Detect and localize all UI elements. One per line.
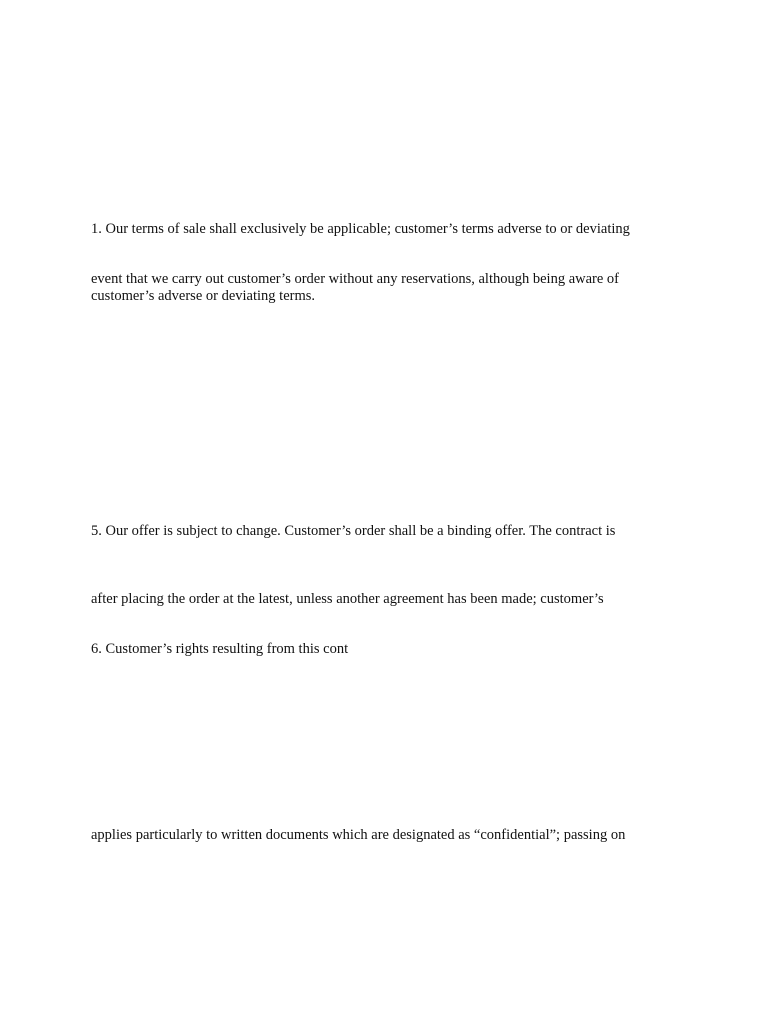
text-line-clause-1-end: customer’s adverse or deviating terms. — [91, 288, 316, 304]
text-line-clause-5-continued: after placing the order at the latest, unless another agreement has been made; customer’s — [91, 591, 604, 607]
text-line-clause-1-continued: event that we carry out customer’s order without any reservations, although being aware of — [91, 271, 620, 287]
text-line-clause-5: 5. Our offer is subject to change. Customer’s order shall be a binding offer. The contract is — [91, 523, 616, 539]
text-line-confidential: applies particularly to written documents which are designated as “confidential”; passing on — [91, 827, 626, 843]
text-line-clause-1: 1. Our terms of sale shall exclusively be applicable; customer’s terms adverse to or deviating — [91, 221, 630, 237]
text-line-clause-6: 6. Customer’s rights resulting from this cont — [91, 641, 349, 657]
